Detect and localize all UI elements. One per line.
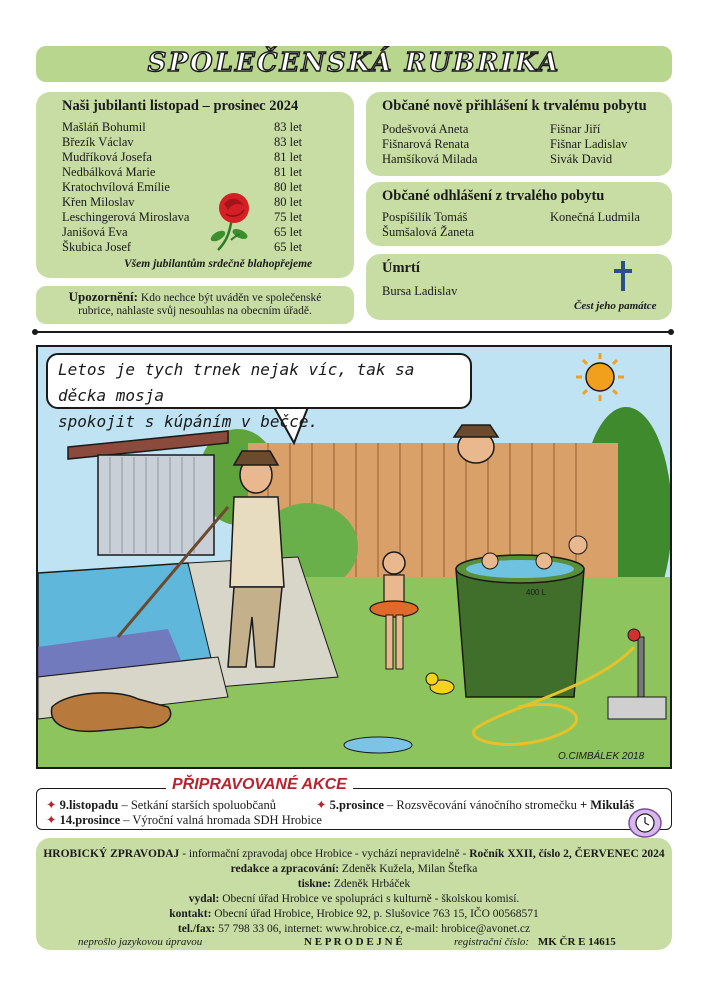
jubilant-age: 80 let [274, 180, 303, 194]
event-text: – Setkání starších spoluobčanů [121, 798, 276, 812]
resident-name: Šumšalová Žaneta [382, 225, 474, 240]
new-residents-col1 [382, 122, 477, 168]
divider-rule [36, 331, 672, 333]
resident-name: Konečná Ludmila [550, 210, 640, 224]
new-residents-box [366, 92, 672, 176]
deaths-title: Úmrtí [382, 260, 420, 276]
left-residents-title: Občané odhlášení z trvalého pobytu [382, 188, 605, 204]
events-title: PŘIPRAVOVANÉ AKCE [166, 776, 353, 794]
footer-editors-label: redakce a zpracování: [230, 863, 340, 875]
footer-line6 [36, 923, 672, 935]
resident-name: Fišnar Ladislav [550, 137, 628, 152]
memory-text: Čest jeho památce [574, 300, 657, 312]
left-residents-box [366, 182, 672, 246]
footer-line5 [36, 908, 672, 920]
footer-issue: Ročník XXII, číslo 2, ČERVENEC 2024 [469, 848, 665, 860]
footer-note-center: N E P R O D E J N É [304, 936, 403, 948]
jubilant-name: Janišová Eva [62, 225, 128, 239]
resident-name: Podešvová Aneta [382, 122, 469, 136]
jubilant-age: 81 let [274, 165, 303, 179]
footer-phone: 57 798 33 06, internet: www.hrobice.cz, e-mail: hrobice@avonet.cz [215, 923, 531, 935]
footer-note-left: neprošlo jazykovou úpravou [78, 936, 203, 948]
notice-line2: rubrice, nahlaste svůj nesouhlas na obecním úřadě. [78, 305, 312, 317]
event-date: 5.prosince [329, 798, 384, 812]
jubilant-age: 83 let [274, 120, 303, 134]
footer-reg-label: registrační číslo: [454, 936, 530, 948]
jubilant-age: 80 let [274, 195, 303, 209]
left-residents-col1 [382, 210, 474, 240]
footer-registration [454, 936, 616, 948]
jubilant-name: Křen Miloslav [62, 195, 135, 209]
footer-printer: Zdeněk Hrbáček [331, 878, 411, 890]
new-residents-col2 [550, 122, 627, 168]
star-icon: ✦ [46, 798, 57, 812]
speech-line1: Letos je tych trnek nejak víc, tak sa děcka mosja [58, 360, 415, 405]
artist-signature: O.CIMBÁLEK 2018 [558, 751, 645, 762]
jubilant-name: Kratochvílová Emílie [62, 180, 170, 194]
cross-icon [612, 260, 634, 292]
jubilant-age: 65 let [274, 240, 303, 254]
footer-line1 [36, 848, 672, 860]
event-date: 9.listopadu [59, 798, 119, 812]
jubilant-age: 83 let [274, 135, 303, 149]
footer-publication-name: HROBICKÝ ZPRAVODAJ [43, 848, 180, 860]
jubilant-name: Nedbálková Marie [62, 165, 156, 179]
footer-contact-label: kontakt: [169, 908, 212, 920]
speech-line2: spokojit s kúpáním v bečce. [58, 412, 319, 431]
resident-name: Sivák David [550, 152, 613, 167]
rose-icon [204, 188, 260, 254]
event-text: – Rozsvěcování vánočního stromečku [387, 798, 577, 812]
jubilant-age: 81 let [274, 150, 303, 164]
notice-line1 [36, 289, 354, 305]
notice-label: Upozornění: [68, 289, 139, 304]
star-icon: ✦ [316, 798, 327, 812]
resident-name: Hamšíková Milada [382, 152, 478, 167]
deceased-name: Bursa Ladislav [382, 284, 458, 298]
cartoon-illustration [36, 345, 672, 769]
barrel-label: 400 L [526, 588, 547, 597]
footer-box [36, 838, 672, 950]
resident-name: Pospíšilík Tomáš [382, 210, 468, 224]
clock-icon [628, 808, 662, 838]
footer-line3 [36, 878, 672, 890]
jubilant-age: 75 let [274, 210, 303, 224]
jubilant-name: Leschingerová Miroslava [62, 210, 190, 224]
footer-reg-value: MK ČR E 14615 [537, 936, 616, 948]
jubilant-name: Škubica Josef [62, 240, 132, 254]
event-text: – Výroční valná hromada SDH Hrobice [123, 813, 322, 827]
event-3 [46, 812, 322, 828]
footer-print-label: tiskne: [297, 878, 332, 890]
footer-contact: Obecní úřad Hrobice, Hrobice 92, p. Slušovice 763 15, IČO 00568571 [211, 908, 539, 920]
star-icon: ✦ [46, 813, 57, 827]
new-residents-title: Občané nově přihlášení k trvalému pobytu [382, 98, 647, 114]
jubilants-box [36, 92, 354, 278]
resident-name: Fišnarová Renata [382, 137, 470, 152]
jubilants-greeting: Všem jubilantům srdečně blahopřejeme [124, 258, 313, 270]
deaths-box [366, 254, 672, 320]
jubilant-name: Mudříková Josefa [62, 150, 152, 164]
section-header [36, 46, 672, 82]
section-title: SPOLEČENSKÁ RUBRIKA [147, 48, 561, 78]
footer-editors: Zdeněk Kužela, Milan Štefka [339, 863, 478, 875]
event-extra: + Mikuláš [580, 798, 635, 812]
footer-line2 [36, 863, 672, 875]
resident-name: Fišnar Jiří [550, 122, 601, 136]
jubilant-age: 65 let [274, 225, 303, 239]
notice-text1: Kdo nechce být uváděn ve společenské [140, 292, 322, 304]
speech-bubble [46, 353, 472, 431]
divider-dot-right [668, 329, 674, 335]
jubilant-name: Březík Václav [62, 135, 134, 149]
jubilants-title: Naši jubilanti listopad – prosinec 2024 [62, 98, 299, 114]
footer-publisher-label: vydal: [188, 893, 220, 905]
footer-description: - informační zpravodaj obce Hrobice - vychází nepravidelně - [179, 848, 470, 860]
event-1 [46, 797, 276, 813]
footer-publisher: Obecní úřad Hrobice ve spolupráci s kulturně - školskou komisí. [219, 893, 520, 905]
footer-line4 [36, 893, 672, 905]
notice-box [36, 286, 354, 324]
footer-phone-label: tel./fax: [177, 923, 216, 935]
event-2 [316, 797, 634, 813]
left-residents-col2 [550, 210, 640, 225]
jubilant-name: Mašláň Bohumil [62, 120, 146, 134]
event-date: 14.prosince [59, 813, 121, 827]
